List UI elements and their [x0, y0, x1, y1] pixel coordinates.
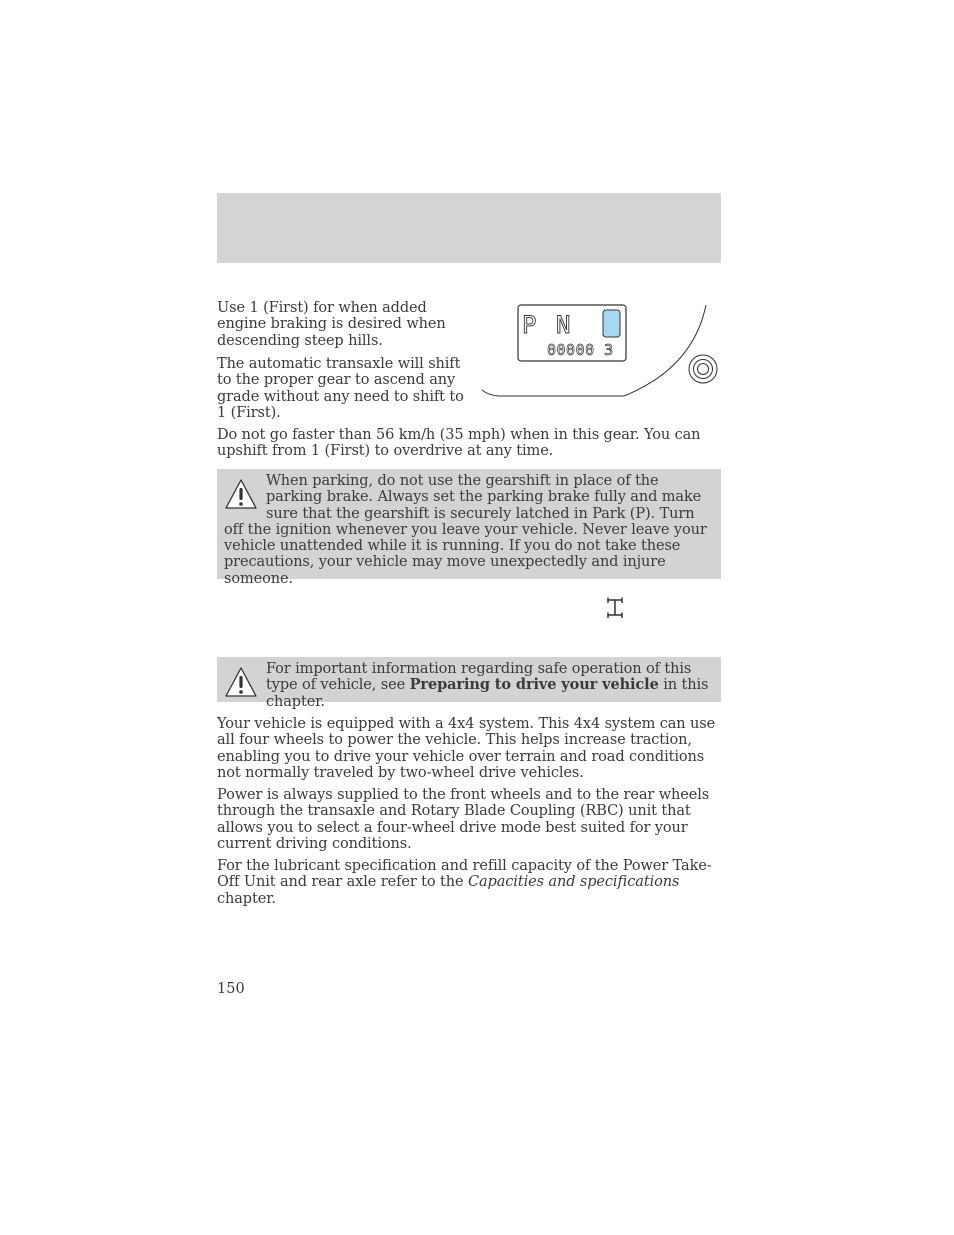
lubricant-paragraph	[217, 858, 721, 907]
safe-operation-warning-box	[217, 657, 721, 710]
gear-letter-n: N	[556, 311, 571, 339]
preparing-to-drive-reference: Preparing to drive your vehicle	[409, 676, 659, 694]
gear-letter-p: P	[522, 311, 537, 339]
lubricant-text-before: For the lubricant specification and refill capacity of the Power Take-Off Unit and rear axle refer to the	[217, 858, 712, 891]
section-header-band	[217, 193, 721, 263]
cluster-bezel-base	[482, 390, 624, 396]
4x4-drivetrain-icon	[605, 597, 625, 619]
speed-limit-paragraph: Do not go faster than 56 km/h (35 mph) when in this gear. You can upshift from 1 (First) to overdrive at any time.	[217, 427, 701, 460]
cluster-bezel-curve	[624, 305, 706, 396]
lubricant-text-after: chapter.	[217, 890, 276, 907]
capacities-reference: Capacities and specifications	[468, 874, 680, 891]
parking-warning-box	[217, 469, 721, 587]
power-supply-paragraph: Power is always supplied to the front wheels and to the rear wheels through the transaxle and Rotary Blade Coupling (RBC) unit that allows you to select a four-wheel drive mode best suited for your current driving conditions.	[217, 787, 710, 852]
safe-operation-text-before: For important information regarding safe operation of this type of vehicle, see	[266, 661, 692, 694]
reset-knob-icon	[689, 355, 717, 383]
instrument-cluster-illustration	[478, 298, 723, 400]
safe-operation-text-after: in this chapter.	[266, 677, 709, 710]
odometer-readout: 00000 3	[547, 341, 614, 359]
page-number: 150	[217, 981, 245, 997]
transaxle-paragraph: The automatic transaxle will shift to the proper gear to ascend any grade without any need to shift to 1 (First).	[217, 356, 464, 421]
selected-gear-indicator	[603, 310, 620, 337]
warning-triangle-icon	[224, 665, 258, 699]
warning-triangle-icon	[224, 477, 258, 511]
first-gear-paragraph: Use 1 (First) for when added engine braking is desired when descending steep hills.	[217, 300, 446, 349]
4x4-system-paragraph: Your vehicle is equipped with a 4x4 system. This 4x4 system can use all four wheels to power the vehicle. This helps increase traction, enabling you to drive your vehicle over terrain and road conditions not normally traveled by two-wheel drive vehicles.	[217, 716, 716, 781]
parking-warning-text: When parking, do not use the gearshift in place of the parking brake. Always set the parking brake fully and make sure that the gearshift is securely latched in Park (P). Turn off the ignition whenever you leave your vehicle. Never leave your vehicle unattended while it is running. If you do not take these precautions, your vehicle may move unexpectedly and injure someone.	[224, 473, 707, 587]
